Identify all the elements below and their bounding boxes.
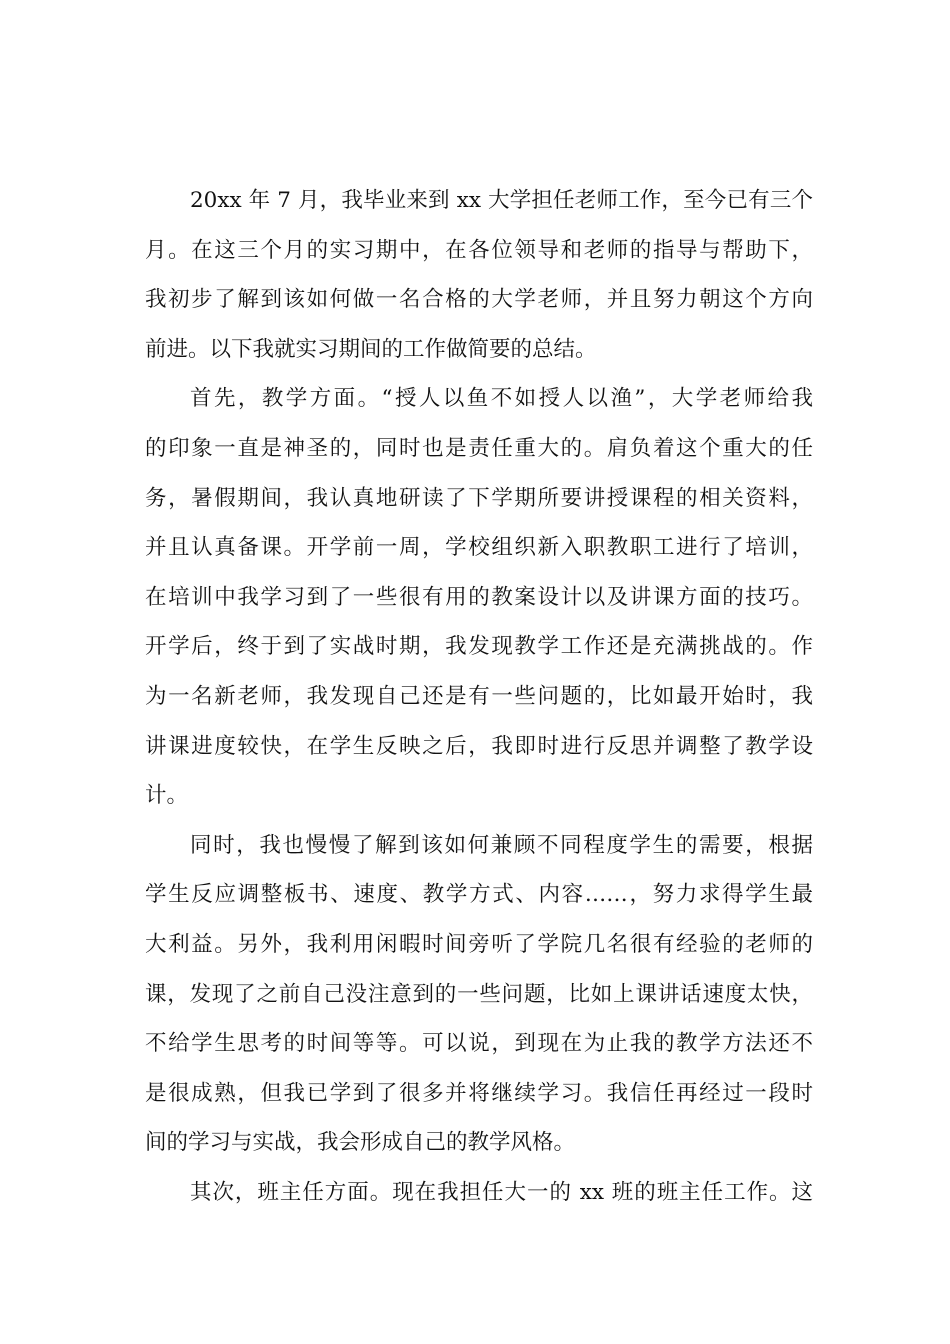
text-line: 月。在这三个月的实习期中，在各位领导和老师的指导与帮助下， xyxy=(145,237,813,263)
text-line: 计。 xyxy=(145,783,189,809)
text-line: 同时，我也慢慢了解到该如何兼顾不同程度学生的需要，根据 xyxy=(190,832,813,858)
text-line: 并且认真备课。开学前一周，学校组织新入职教职工进行了培训， xyxy=(145,535,813,561)
paragraph-learning xyxy=(145,821,813,1168)
text-line: 在培训中我学习到了一些很有用的教案设计以及讲课方面的技巧。 xyxy=(145,584,813,610)
text-line: 大利益。另外，我利用闲暇时间旁听了学院几名很有经验的老师的 xyxy=(145,931,813,957)
text-line: 务，暑假期间，我认真地研读了下学期所要讲授课程的相关资料， xyxy=(145,485,813,511)
paragraph-internship-intro xyxy=(145,176,813,374)
text-line: 不给学生思考的时间等等。可以说，到现在为止我的教学方法还不 xyxy=(145,1031,813,1057)
text-line: 为一名新老师，我发现自己还是有一些问题的，比如最开始时，我 xyxy=(145,683,813,709)
text-line: 的印象一直是神圣的，同时也是责任重大的。肩负着这个重大的任 xyxy=(145,435,813,461)
paragraph-head-teacher xyxy=(145,1168,813,1218)
text-line: 首先，教学方面。“授人以鱼不如授人以渔”，大学老师给我 xyxy=(190,386,813,412)
text-line: 其次，班主任方面。现在我担任大一的 xx 班的班主任工作。这 xyxy=(190,1179,813,1205)
text-line: 讲课进度较快，在学生反映之后，我即时进行反思并调整了教学设 xyxy=(145,733,813,759)
text-line: 前进。以下我就实习期间的工作做简要的总结。 xyxy=(145,336,597,362)
document-body xyxy=(145,176,813,1217)
text-line: 课，发现了之前自己没注意到的一些问题，比如上课讲话速度太快， xyxy=(145,981,813,1007)
text-line: 间的学习与实战，我会形成自己的教学风格。 xyxy=(145,1130,576,1156)
paragraph-teaching xyxy=(145,374,813,820)
text-line: 我初步了解到该如何做一名合格的大学老师，并且努力朝这个方向 xyxy=(145,287,813,313)
text-line: 学生反应调整板书、速度、教学方式、内容……，努力求得学生最 xyxy=(145,882,813,908)
text-line: 20xx 年 7 月，我毕业来到 xx 大学担任老师工作，至今已有三个 xyxy=(190,188,813,213)
text-line: 是很成熟，但我已学到了很多并将继续学习。我信任再经过一段时 xyxy=(145,1080,813,1106)
text-line: 开学后，终于到了实战时期，我发现教学工作还是充满挑战的。作 xyxy=(145,634,813,660)
